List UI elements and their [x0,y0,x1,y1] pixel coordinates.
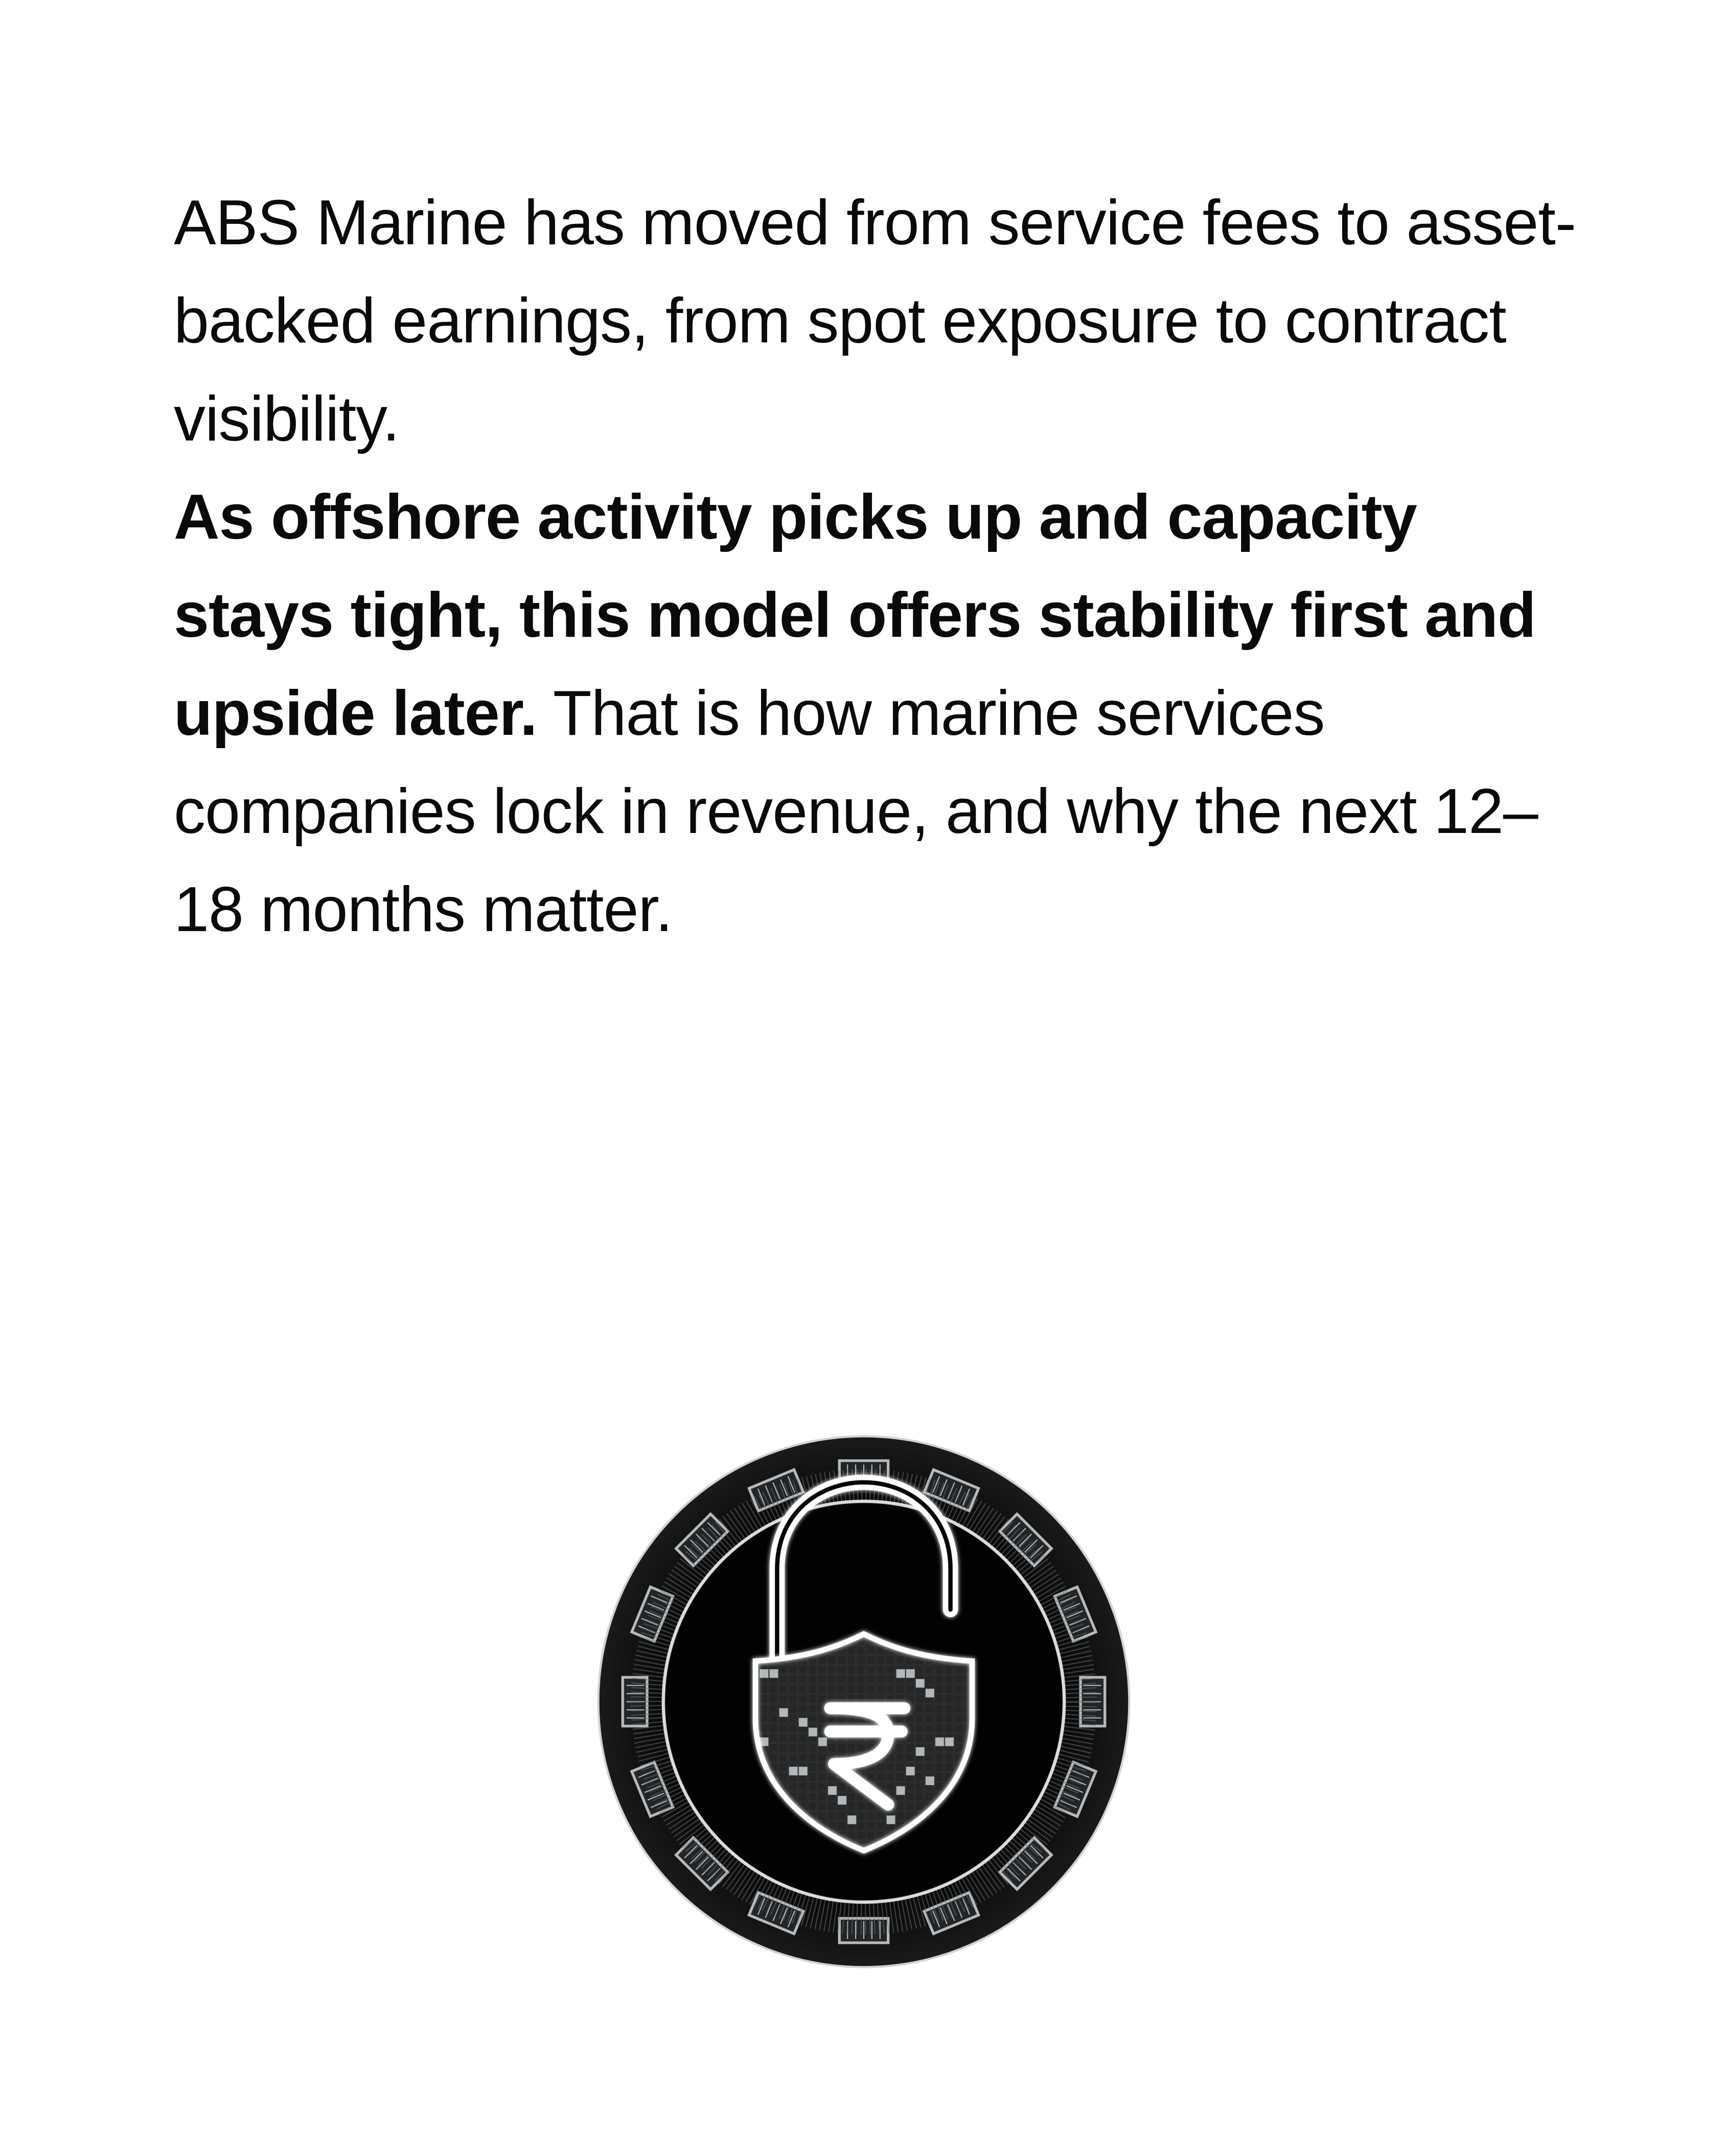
open-padlock-shield-rupee-icon [593,1431,1135,1973]
follow-up-statement: That is how marine services companies lock in revenue, and why the next 12–18 months matter. [174,678,1538,945]
bold-statement: As offshore activity picks up and capacity stays tight, this model offers stability first and upside later. [174,482,1536,749]
intro-paragraph: ABS Marine has moved from service fees to asset-backed earnings, from spot exposure to contract visibility. [174,188,1576,454]
body-text [174,174,1579,959]
padlock-shield-emblem [593,1431,1135,1973]
emphasis-paragraph [174,468,1579,959]
